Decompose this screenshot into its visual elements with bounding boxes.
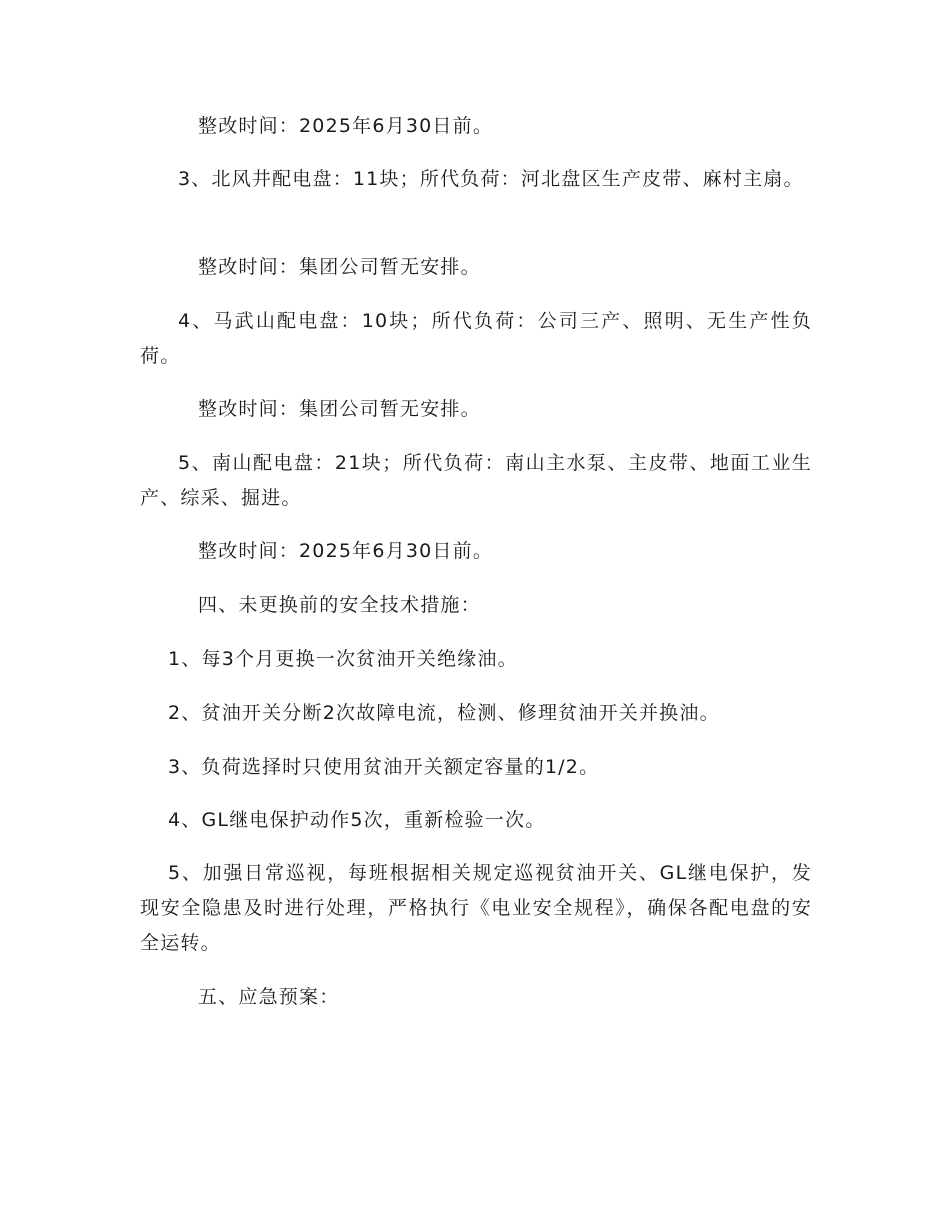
measure-2: 2、贫油开关分断2次故障电流，检测、修理贫油开关并换油。 [168,702,720,724]
item-nanshan-switchboard: 5、南山配电盘：21块；所代负荷：南山主水泵、主皮带、地面工业生产、综采、掘进。 [140,452,812,509]
measure-5: 5、加强日常巡视，每班根据相关规定巡视贫油开关、GL继电保护，发现安全隐患及时进行处理，严格执行《电业安全规程》，确保各配电盘的安全运转。 [140,862,812,954]
rectification-time-2: 整改时间：集团公司暂无安排。 [198,256,481,278]
section-heading-4: 四、未更换前的安全技术措施： [198,594,481,616]
item-beifeng-switchboard: 3、北风井配电盘：11块；所代负荷：河北盘区生产皮带、麻村主扇。 [178,168,804,190]
measure-1: 1、每3个月更换一次贫油开关绝缘油。 [168,648,518,670]
rectification-time-3: 整改时间：集团公司暂无安排。 [198,398,481,420]
section-heading-5: 五、应急预案： [198,986,340,1008]
item-mawushan-switchboard: 4、马武山配电盘：10块；所代负荷：公司三产、照明、无生产性负荷。 [140,310,812,367]
rectification-time-1: 整改时间：2025年6月30日前。 [198,115,494,137]
rectification-time-4: 整改时间：2025年6月30日前。 [198,540,494,562]
measure-3: 3、负荷选择时只使用贫油开关额定容量的1/2。 [168,756,600,778]
measure-4: 4、GL继电保护动作5次，重新检验一次。 [168,809,546,831]
